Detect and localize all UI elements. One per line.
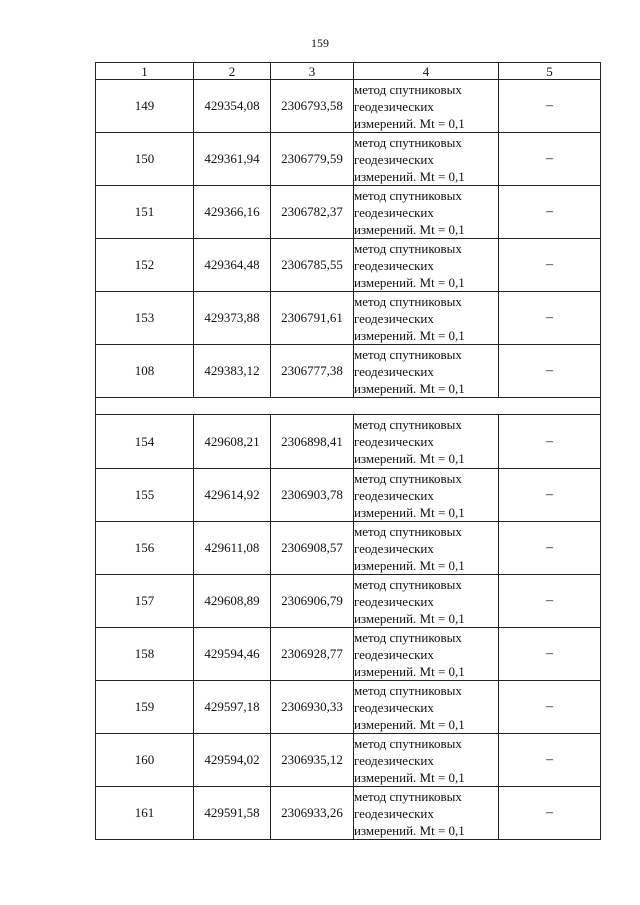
x-coordinate-cell: 429361,94 <box>194 133 271 186</box>
y-coordinate-cell: 2306898,41 <box>271 415 354 469</box>
method-text-line: метод спутниковых <box>354 293 462 309</box>
point-number-cell: 151 <box>96 186 194 239</box>
y-coordinate-cell: 2306903,78 <box>271 469 354 522</box>
method-cell <box>354 415 499 469</box>
method-text-line: измерений. Mt = 0,1 <box>354 115 465 131</box>
method-text-line: метод спутниковых <box>354 523 462 539</box>
point-number-cell: 154 <box>96 415 194 469</box>
note-cell: – <box>499 522 601 575</box>
point-number-cell: 161 <box>96 787 194 840</box>
x-coordinate-cell: 429611,08 <box>194 522 271 575</box>
table-row <box>96 415 601 469</box>
method-text-line: геодезических <box>354 805 434 821</box>
header-col-2: 2 <box>194 63 271 80</box>
method-text-line: метод спутниковых <box>354 735 462 751</box>
method-cell <box>354 734 499 787</box>
method-text-line: измерений. Mt = 0,1 <box>354 822 465 838</box>
method-text-line: измерений. Mt = 0,1 <box>354 663 465 679</box>
page-number: 159 <box>311 36 329 50</box>
method-text-line: измерений. Mt = 0,1 <box>354 168 465 184</box>
header-col-1: 1 <box>96 63 194 80</box>
method-text-line: геодезических <box>354 540 434 556</box>
method-text-line: измерений. Mt = 0,1 <box>354 504 465 520</box>
method-text-line: геодезических <box>354 310 434 326</box>
table-row <box>96 133 601 186</box>
method-text-line: измерений. Mt = 0,1 <box>354 610 465 626</box>
method-text-line: геодезических <box>354 151 434 167</box>
table-row <box>96 345 601 398</box>
method-text-line: метод спутниковых <box>354 682 462 698</box>
note-cell: – <box>499 415 601 469</box>
method-cell <box>354 787 499 840</box>
method-cell <box>354 469 499 522</box>
method-text-line: измерений. Mt = 0,1 <box>354 380 465 396</box>
table-body <box>96 80 601 840</box>
y-coordinate-cell: 2306779,59 <box>271 133 354 186</box>
method-text-line: метод спутниковых <box>354 417 462 432</box>
method-cell <box>354 239 499 292</box>
note-cell: – <box>499 292 601 345</box>
method-text-line: геодезических <box>354 363 434 379</box>
point-number-cell: 157 <box>96 575 194 628</box>
method-text-line: метод спутниковых <box>354 81 462 97</box>
table-header-row <box>96 63 601 80</box>
method-text-line: метод спутниковых <box>354 134 462 150</box>
method-cell <box>354 575 499 628</box>
table-row <box>96 80 601 133</box>
table-row <box>96 575 601 628</box>
y-coordinate-cell: 2306782,37 <box>271 186 354 239</box>
note-cell: – <box>499 133 601 186</box>
note-cell: – <box>499 345 601 398</box>
method-text-line: геодезических <box>354 752 434 768</box>
method-text-line: геодезических <box>354 204 434 220</box>
note-cell: – <box>499 469 601 522</box>
method-text-line: измерений. Mt = 0,1 <box>354 769 465 785</box>
method-text-line: измерений. Mt = 0,1 <box>354 274 465 290</box>
x-coordinate-cell: 429366,16 <box>194 186 271 239</box>
point-number-cell: 156 <box>96 522 194 575</box>
y-coordinate-cell: 2306928,77 <box>271 628 354 681</box>
method-text-line: измерений. Mt = 0,1 <box>354 451 465 466</box>
coordinates-table <box>95 62 601 840</box>
method-text-line: геодезических <box>354 487 434 503</box>
note-cell: – <box>499 681 601 734</box>
method-text-line: геодезических <box>354 593 434 609</box>
table-row <box>96 186 601 239</box>
method-text-line: геодезических <box>354 257 434 273</box>
x-coordinate-cell: 429373,88 <box>194 292 271 345</box>
point-number-cell: 158 <box>96 628 194 681</box>
method-cell <box>354 681 499 734</box>
note-cell: – <box>499 186 601 239</box>
table-row <box>96 292 601 345</box>
x-coordinate-cell: 429608,89 <box>194 575 271 628</box>
point-number-cell: 152 <box>96 239 194 292</box>
y-coordinate-cell: 2306906,79 <box>271 575 354 628</box>
point-number-cell: 159 <box>96 681 194 734</box>
table-row <box>96 681 601 734</box>
note-cell: – <box>499 80 601 133</box>
point-number-cell: 108 <box>96 345 194 398</box>
method-text-line: метод спутниковых <box>354 346 462 362</box>
note-cell: – <box>499 239 601 292</box>
method-text-line: метод спутниковых <box>354 470 462 486</box>
y-coordinate-cell: 2306785,55 <box>271 239 354 292</box>
x-coordinate-cell: 429608,21 <box>194 415 271 469</box>
x-coordinate-cell: 429591,58 <box>194 787 271 840</box>
method-cell <box>354 186 499 239</box>
method-text-line: геодезических <box>354 646 434 662</box>
x-coordinate-cell: 429594,46 <box>194 628 271 681</box>
method-cell <box>354 628 499 681</box>
note-cell: – <box>499 628 601 681</box>
point-number-cell: 149 <box>96 80 194 133</box>
method-text-line: геодезических <box>354 699 434 715</box>
method-text-line: геодезических <box>354 98 434 114</box>
x-coordinate-cell: 429354,08 <box>194 80 271 133</box>
y-coordinate-cell: 2306908,57 <box>271 522 354 575</box>
header-col-3: 3 <box>271 63 354 80</box>
x-coordinate-cell: 429364,48 <box>194 239 271 292</box>
point-number-cell: 150 <box>96 133 194 186</box>
note-cell: – <box>499 575 601 628</box>
point-number-cell: 160 <box>96 734 194 787</box>
method-cell <box>354 292 499 345</box>
method-text-line: метод спутниковых <box>354 187 462 203</box>
method-cell <box>354 522 499 575</box>
x-coordinate-cell: 429614,92 <box>194 469 271 522</box>
method-cell <box>354 133 499 186</box>
method-text-line: метод спутниковых <box>354 240 462 256</box>
x-coordinate-cell: 429594,02 <box>194 734 271 787</box>
header-col-5: 5 <box>499 63 601 80</box>
table-row <box>96 239 601 292</box>
point-number-cell: 153 <box>96 292 194 345</box>
y-coordinate-cell: 2306935,12 <box>271 734 354 787</box>
y-coordinate-cell: 2306930,33 <box>271 681 354 734</box>
table-row <box>96 734 601 787</box>
method-text-line: метод спутниковых <box>354 788 462 804</box>
method-text-line: геодезических <box>354 434 434 449</box>
y-coordinate-cell: 2306793,58 <box>271 80 354 133</box>
method-text-line: измерений. Mt = 0,1 <box>354 221 465 237</box>
y-coordinate-cell: 2306791,61 <box>271 292 354 345</box>
table-row <box>96 522 601 575</box>
method-cell <box>354 345 499 398</box>
method-text-line: измерений. Mt = 0,1 <box>354 557 465 573</box>
x-coordinate-cell: 429597,18 <box>194 681 271 734</box>
x-coordinate-cell: 429383,12 <box>194 345 271 398</box>
method-text-line: измерений. Mt = 0,1 <box>354 716 465 732</box>
point-number-cell: 155 <box>96 469 194 522</box>
method-cell <box>354 80 499 133</box>
y-coordinate-cell: 2306777,38 <box>271 345 354 398</box>
method-text-line: измерений. Mt = 0,1 <box>354 327 465 343</box>
table-row <box>96 787 601 840</box>
table-row <box>96 628 601 681</box>
group-separator-cell <box>96 398 601 415</box>
note-cell: – <box>499 787 601 840</box>
header-col-4: 4 <box>354 63 499 80</box>
method-text-line: метод спутниковых <box>354 629 462 645</box>
method-text-line: метод спутниковых <box>354 576 462 592</box>
table-row <box>96 469 601 522</box>
group-separator-row <box>96 398 601 415</box>
y-coordinate-cell: 2306933,26 <box>271 787 354 840</box>
note-cell: – <box>499 734 601 787</box>
